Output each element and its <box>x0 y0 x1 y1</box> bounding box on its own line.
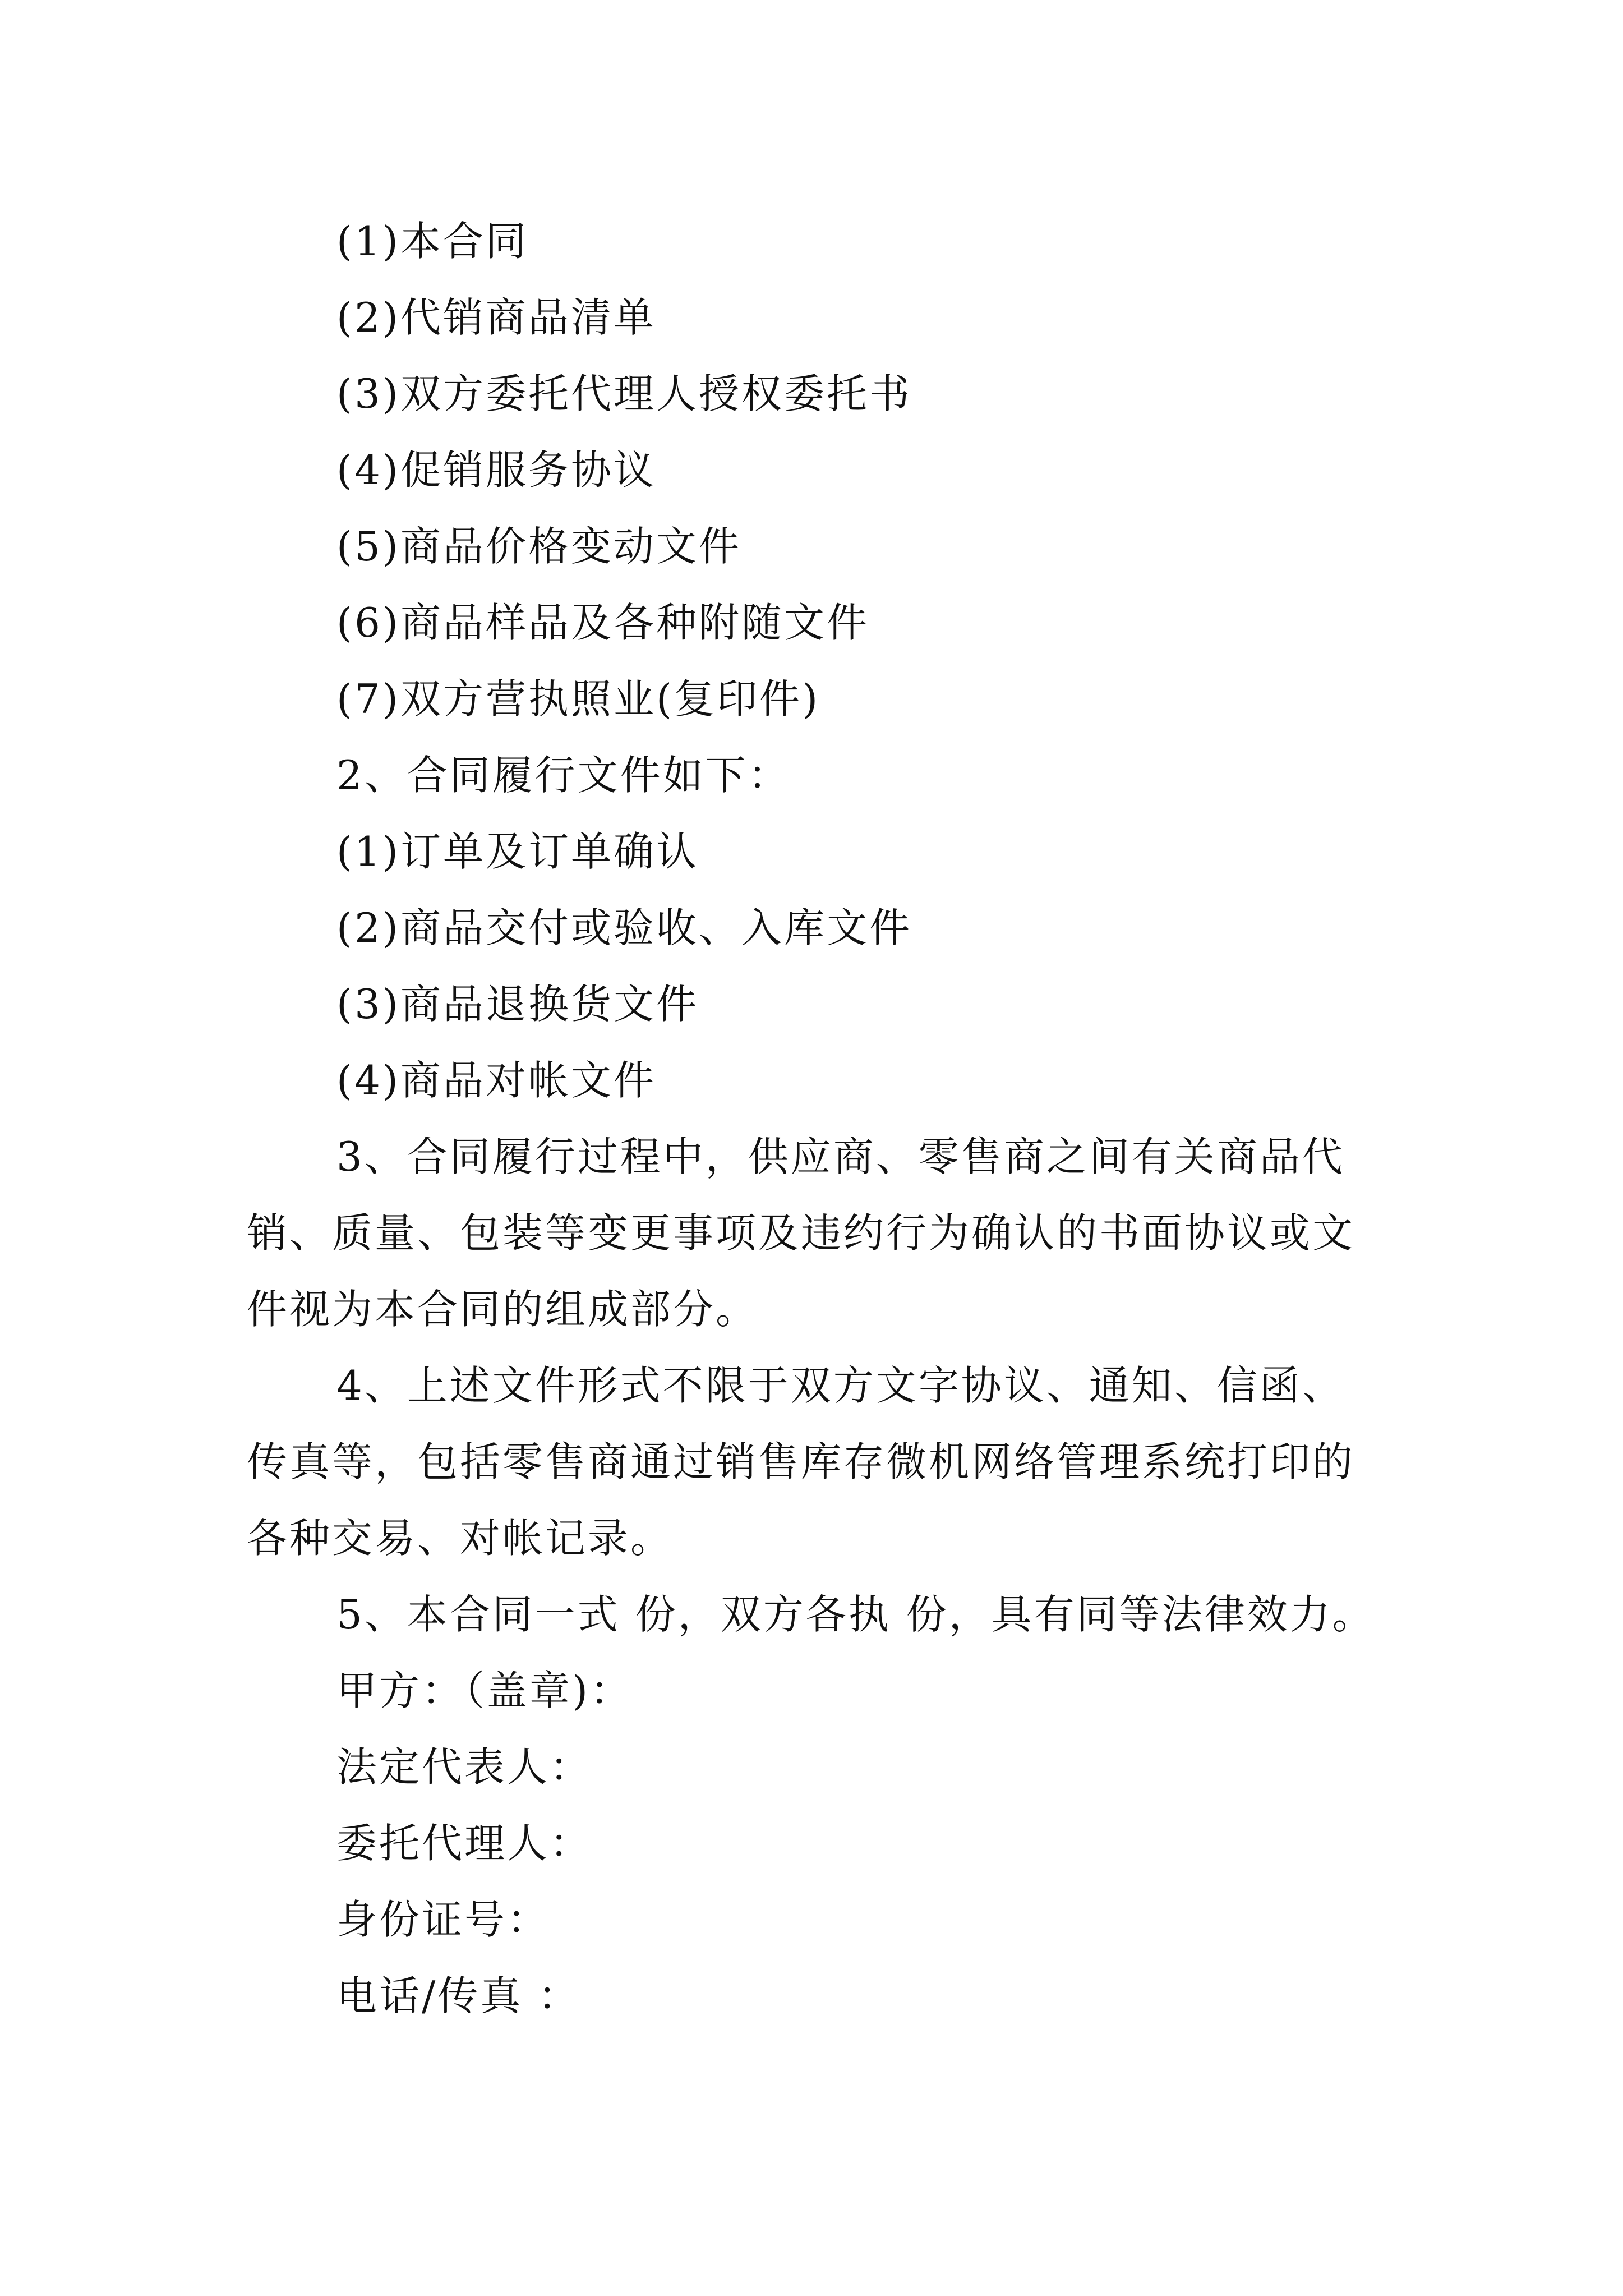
list1-item-5: (5)商品价格变动文件 <box>336 523 741 570</box>
clause3-line-2: 销、质量、包装等变更事项及违约行为确认的书面协议或文 <box>247 1209 1355 1257</box>
clause4-line-2: 传真等，包括零售商通过销售库存微机网络管理系统打印的 <box>247 1438 1355 1485</box>
list1-item-4: (4)促销服务协议 <box>336 447 656 494</box>
clause3-line-3: 件视为本合同的组成部分。 <box>247 1286 759 1333</box>
party-a-seal: 甲方：（盖章)： <box>336 1667 633 1714</box>
clause2-heading: 2、合同履行文件如下： <box>336 752 791 799</box>
authorized-agent: 委托代理人： <box>336 1820 593 1867</box>
id-number: 身份证号： <box>336 1896 550 1943</box>
list2-item-1: (1)订单及订单确认 <box>336 828 699 875</box>
list2-item-2: (2)商品交付或验收、入库文件 <box>336 904 912 951</box>
phone-fax: 电话/传真 ： <box>336 1972 581 2019</box>
clause3-line-1: 3、合同履行过程中，供应商、零售商之间有关商品代 <box>336 1133 1345 1180</box>
legal-representative: 法定代表人： <box>336 1743 593 1791</box>
clause5-line: 5、本合同一式 份，双方各执 份，具有同等法律效力。 <box>336 1591 1375 1638</box>
list2-item-3: (3)商品退换货文件 <box>336 981 699 1028</box>
clause4-line-1: 4、上述文件形式不限于双方文字协议、通知、信函、 <box>336 1362 1345 1409</box>
list1-item-6: (6)商品样品及各种附随文件 <box>336 599 869 646</box>
list2-item-4: (4)商品对帐文件 <box>336 1057 656 1104</box>
clause4-line-3: 各种交易、对帐记录。 <box>247 1515 674 1562</box>
list1-item-1: (1)本合同 <box>336 218 528 265</box>
list1-item-2: (2)代销商品清单 <box>336 294 656 341</box>
list1-item-3: (3)双方委托代理人授权委托书 <box>336 370 912 417</box>
list1-item-7: (7)双方营执照业(复印件) <box>336 675 820 723</box>
